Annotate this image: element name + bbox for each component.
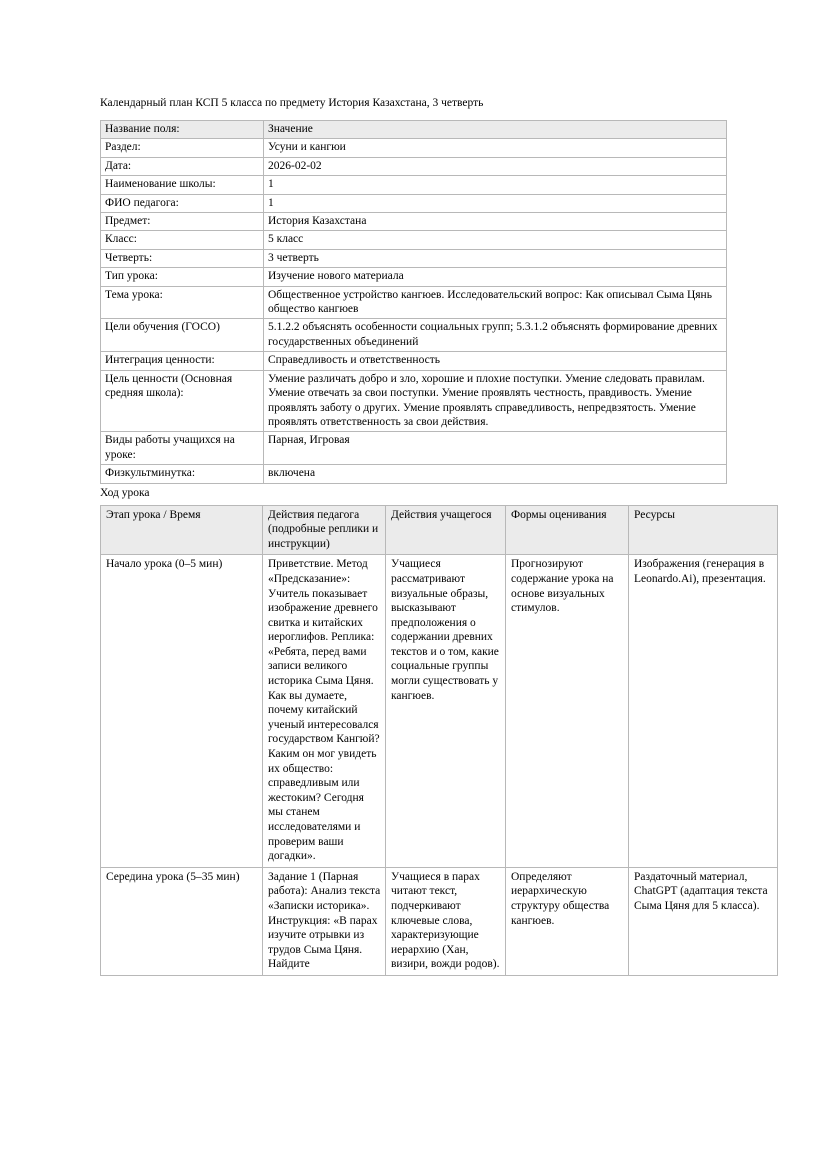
field-value: Парная, Игровая <box>264 432 727 465</box>
header-value-cell: Значение <box>264 121 727 139</box>
table-row <box>101 268 727 286</box>
field-label: Дата: <box>101 157 264 175</box>
table-row <box>101 176 727 194</box>
field-label: Четверть: <box>101 249 264 267</box>
page-title: Календарный план КСП 5 класса по предмету История Казахстана, 3 четверть <box>100 97 484 109</box>
table-row <box>101 286 727 319</box>
field-label: Класс: <box>101 231 264 249</box>
table-row <box>101 319 727 352</box>
table-row <box>101 352 727 370</box>
field-value: 1 <box>264 176 727 194</box>
field-value: Справедливость и ответственность <box>264 352 727 370</box>
metadata-body <box>101 121 727 484</box>
lesson-metadata-table <box>100 120 727 484</box>
field-label: Наименование школы: <box>101 176 264 194</box>
field-value: Усуни и кангюи <box>264 139 727 157</box>
table-header-row <box>101 121 727 139</box>
cell-student: Учащиеся рассматривают визуальные образы, высказывают предположения о содержании древних текстов и о том, какие социальные группы могли существовать у кангюев. <box>386 555 506 867</box>
field-label: Физкультминутка: <box>101 465 264 483</box>
cell-assessment: Прогнозируют содержание урока на основе визуальных стимулов. <box>506 555 629 867</box>
cell-teacher: Задание 1 (Парная работа): Анализ текста «Записки историка». Инструкция: «В парах изучите отрывки из трудов Сыма Цяня. Найдите <box>263 867 386 975</box>
column-header-teacher: Действия педагога (подробные реплики и инструкции) <box>263 505 386 555</box>
field-label: ФИО педагога: <box>101 194 264 212</box>
table-row <box>101 213 727 231</box>
table-row <box>101 139 727 157</box>
cell-teacher: Приветствие. Метод «Предсказание»: Учитель показывает изображение древнего свитка и китайских иероглифов. Реплика: «Ребята, перед вами записи великого историка Сыма Цяня. Как вы думаете, почему китайский ученый интересовался государством Кангюй? Каким он мог увидеть их общество: справедливым или жестоким? Сегодня мы станем исследователями и проверим ваши догадки». <box>263 555 386 867</box>
field-value: 3 четверть <box>264 249 727 267</box>
table-header-row <box>101 505 778 555</box>
field-label: Раздел: <box>101 139 264 157</box>
table-row <box>101 370 727 432</box>
table-row <box>101 194 727 212</box>
field-label: Тема урока: <box>101 286 264 319</box>
field-value: 5 класс <box>264 231 727 249</box>
header-field-cell: Название поля: <box>101 121 264 139</box>
table-row <box>101 555 778 867</box>
table-row <box>101 867 778 975</box>
lesson-flow-table <box>100 505 778 976</box>
table-row <box>101 249 727 267</box>
field-label: Предмет: <box>101 213 264 231</box>
field-value: 5.1.2.2 объяснять особенности социальных групп; 5.3.1.2 объяснять формирование древних государственных объединений <box>264 319 727 352</box>
field-value: История Казахстана <box>264 213 727 231</box>
table-row <box>101 465 727 483</box>
cell-student: Учащиеся в парах читают текст, подчеркивают ключевые слова, характеризующие иерархию (Хан, визири, вожди родов). <box>386 867 506 975</box>
column-header-resources: Ресурсы <box>629 505 778 555</box>
cell-resources: Изображения (генерация в Leonardo.Ai), презентация. <box>629 555 778 867</box>
flow-table-head <box>101 505 778 555</box>
table-row <box>101 231 727 249</box>
field-value: Общественное устройство кангюев. Исследовательский вопрос: Как описывал Сыма Цянь общество кангюев <box>264 286 727 319</box>
field-label: Интеграция ценности: <box>101 352 264 370</box>
column-header-assessment: Формы оценивания <box>506 505 629 555</box>
section-heading: Ход урока <box>100 486 150 499</box>
field-value: Изучение нового материала <box>264 268 727 286</box>
cell-resources: Раздаточный материал, ChatGPT (адаптация текста Сыма Цяня для 5 класса). <box>629 867 778 975</box>
field-label: Цель ценности (Основная средняя школа): <box>101 370 264 432</box>
cell-stage: Середина урока (5–35 мин) <box>101 867 263 975</box>
column-header-stage: Этап урока / Время <box>101 505 263 555</box>
table-row <box>101 157 727 175</box>
cell-assessment: Определяют иерархическую структуру общества кангюев. <box>506 867 629 975</box>
field-value: включена <box>264 465 727 483</box>
field-label: Цели обучения (ГОСО) <box>101 319 264 352</box>
column-header-student: Действия учащегося <box>386 505 506 555</box>
cell-stage: Начало урока (0–5 мин) <box>101 555 263 867</box>
field-value: 1 <box>264 194 727 212</box>
flow-table-body <box>101 555 778 976</box>
field-label: Виды работы учащихся на уроке: <box>101 432 264 465</box>
field-value: Умение различать добро и зло, хорошие и плохие поступки. Умение следовать правилам. Умение отвечать за свои поступки. Умение проявлять честность, правдивость. Умение проявлять заботу о других. Умение проявлять справедливость, непредвзятость. Умение проявлять ответственность за свои действия. <box>264 370 727 432</box>
field-value: 2026-02-02 <box>264 157 727 175</box>
table-row <box>101 432 727 465</box>
field-label: Тип урока: <box>101 268 264 286</box>
